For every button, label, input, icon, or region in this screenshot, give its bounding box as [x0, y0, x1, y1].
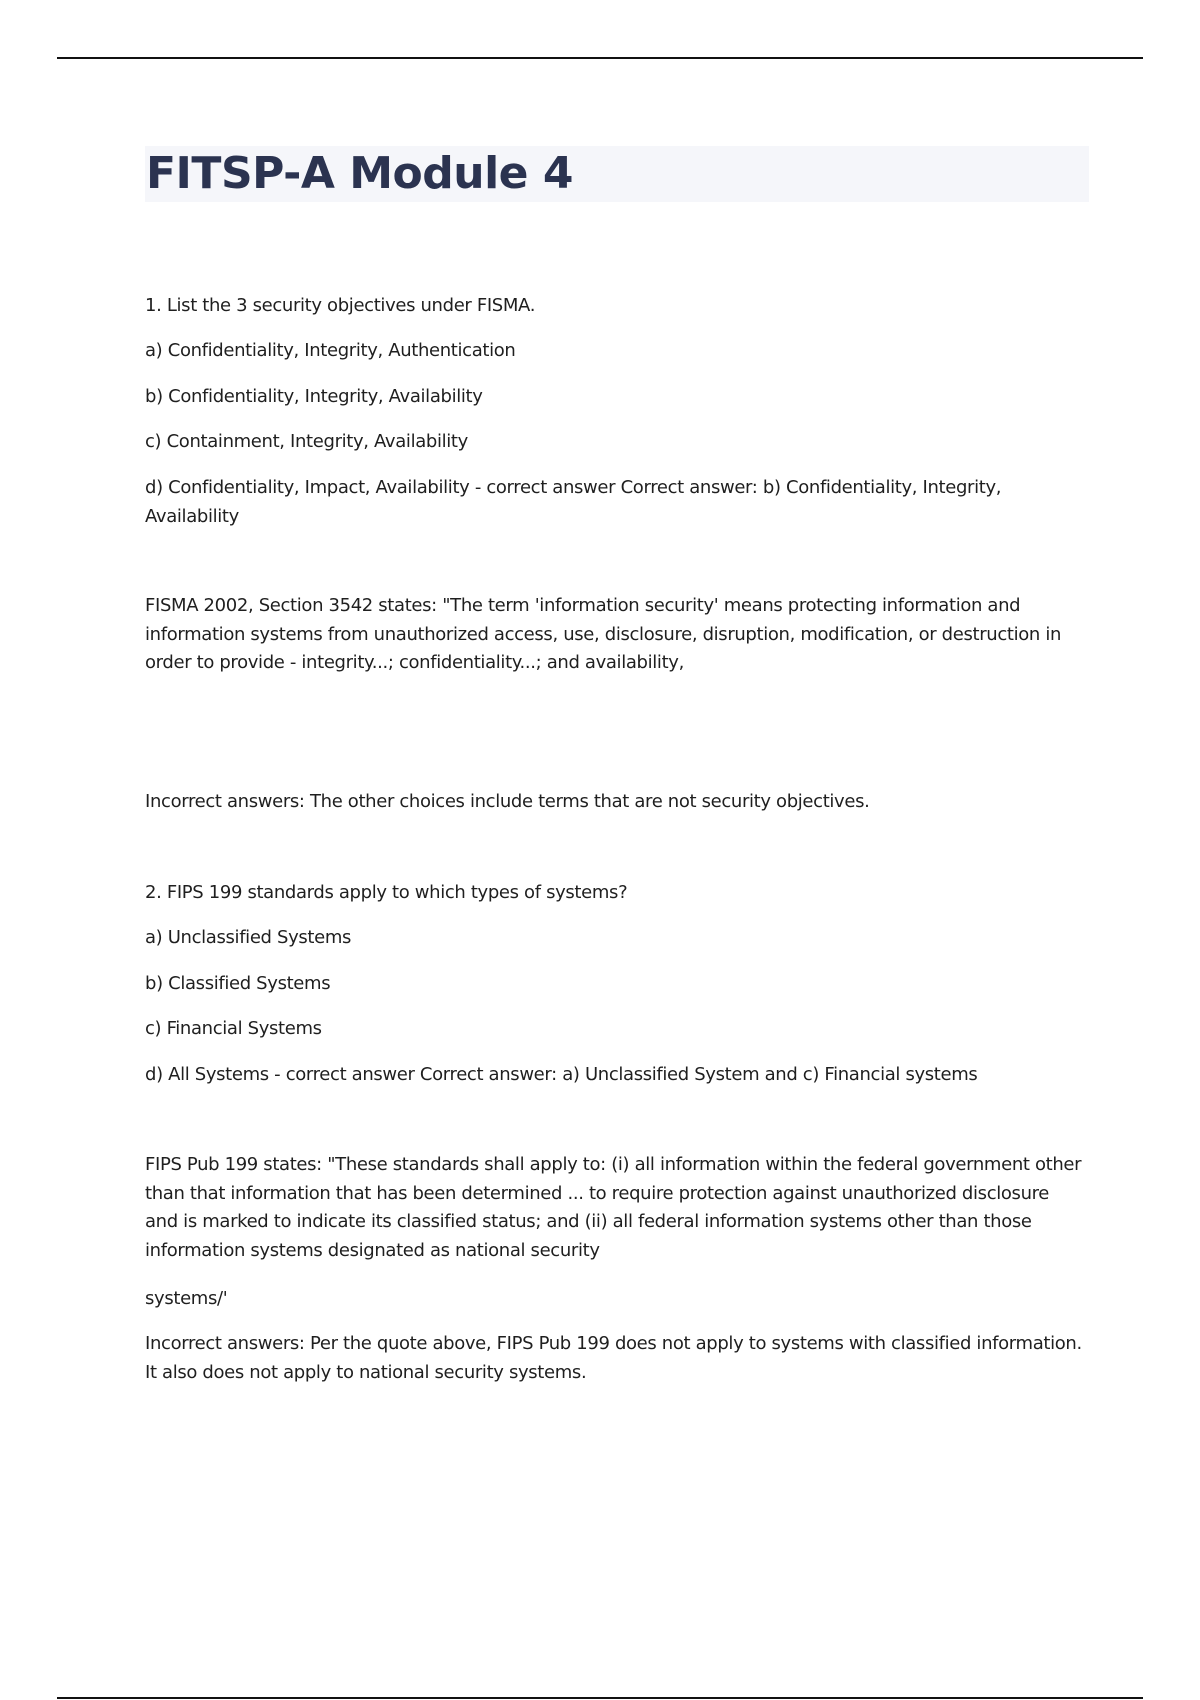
q1-explanation: FISMA 2002, Section 3542 states: "The term 'information security' means protecting information and information systems from unauthorized access, use, disclosure, disruption, modification, or destruction in order to provide - integrity...; confidentiality...; and availability,	[145, 595, 1062, 673]
q1-option-c: c) Containment, Integrity, Availability	[145, 431, 468, 452]
q2-explanation-tail: systems/'	[145, 1288, 228, 1309]
q1-incorrect-answers: Incorrect answers: The other choices include terms that are not security objectives.	[145, 791, 870, 812]
q2-option-a: a) Unclassified Systems	[145, 927, 352, 948]
q2-option-d: d) All Systems - correct answer Correct answer: a) Unclassified System and c) Financial systems	[145, 1064, 978, 1085]
q2-option-b: b) Classified Systems	[145, 973, 331, 994]
q1-option-a: a) Confidentiality, Integrity, Authentication	[145, 340, 516, 361]
q1-option-b: b) Confidentiality, Integrity, Availability	[145, 386, 483, 407]
page-title: FITSP-A Module 4	[146, 148, 573, 199]
top-rule	[57, 57, 1143, 59]
bottom-rule	[57, 1697, 1143, 1699]
q2-incorrect-answers: Incorrect answers: Per the quote above, FIPS Pub 199 does not apply to systems with classified information. It also does not apply to national security systems.	[145, 1333, 1082, 1383]
q2-option-c: c) Financial Systems	[145, 1018, 322, 1039]
q2-explanation: FIPS Pub 199 states: "These standards shall apply to: (i) all information within the federal government other than that information that has been determined ... to require protection against unauthorized disclosure and is marked to indicate its classified status; and (ii) all federal information systems other than those information systems designated as national security	[145, 1154, 1082, 1261]
q2-question: 2. FIPS 199 standards apply to which types of systems?	[145, 882, 628, 903]
q1-option-d: d) Confidentiality, Impact, Availability - correct answer Correct answer: b) Confidentiality, Integrity, Availability	[145, 477, 1002, 527]
q1-question: 1. List the 3 security objectives under FISMA.	[145, 295, 536, 316]
